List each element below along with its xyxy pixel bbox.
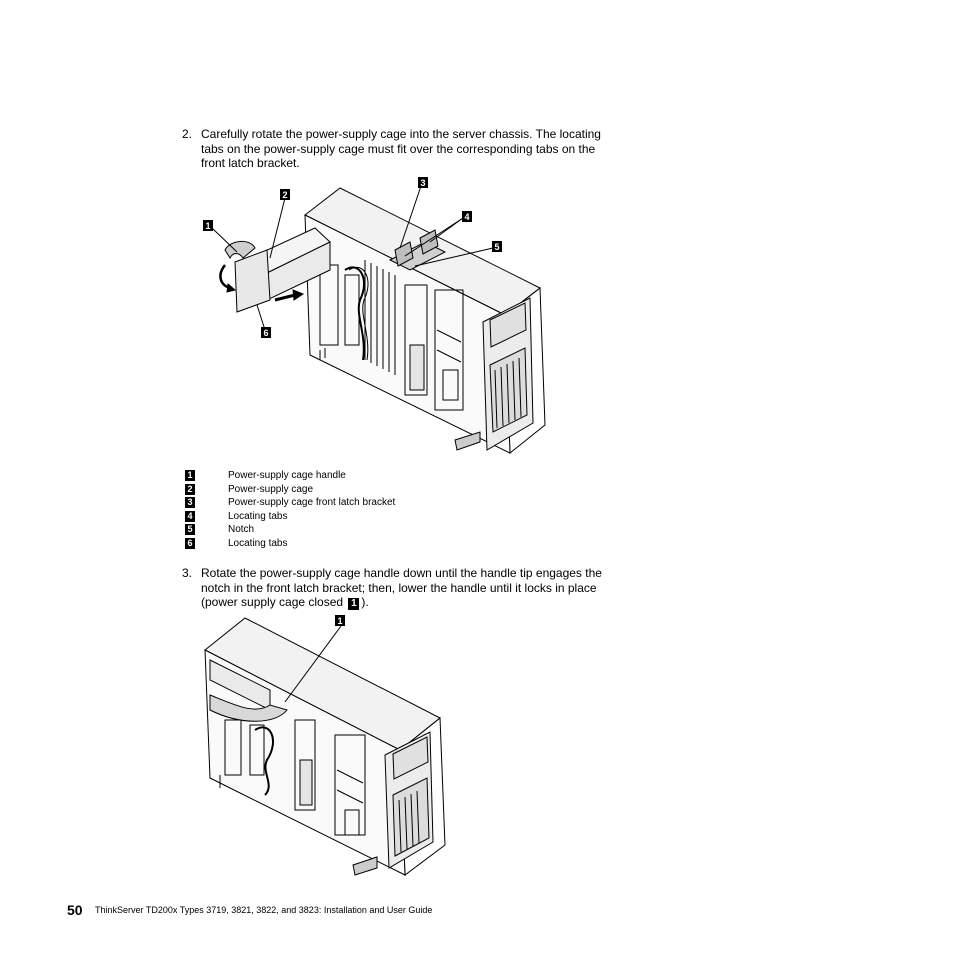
figure-power-supply-cage-closed bbox=[195, 610, 465, 885]
legend-item bbox=[185, 523, 605, 537]
step-text-end: ). bbox=[361, 595, 369, 609]
step-number: 3. bbox=[182, 566, 193, 580]
legend-number: 2 bbox=[185, 484, 195, 495]
legend-label: Power-supply cage front latch bracket bbox=[228, 497, 396, 509]
svg-text:1: 1 bbox=[205, 221, 211, 231]
legend-item bbox=[185, 469, 605, 483]
step-text bbox=[201, 566, 621, 610]
step-number: 2. bbox=[182, 127, 193, 141]
callout-3 bbox=[418, 177, 428, 188]
legend-label: Power-supply cage handle bbox=[228, 470, 346, 481]
legend-number: 1 bbox=[185, 470, 195, 481]
legend-label: Power-supply cage bbox=[228, 483, 314, 495]
svg-text:6: 6 bbox=[263, 328, 269, 338]
callout-4 bbox=[462, 211, 472, 222]
inline-callout: 1 bbox=[348, 598, 359, 610]
callout-6 bbox=[261, 327, 271, 338]
legend-item bbox=[185, 537, 605, 551]
callout-2 bbox=[280, 189, 290, 200]
figure-power-supply-cage-rotate bbox=[195, 170, 565, 460]
figure-legend bbox=[185, 469, 605, 551]
legend-number: 6 bbox=[185, 538, 195, 549]
svg-text:4: 4 bbox=[464, 212, 470, 222]
legend-number: 4 bbox=[185, 511, 195, 522]
legend-item bbox=[185, 510, 605, 524]
legend-label: Locating tabs bbox=[228, 510, 288, 522]
callout-1 bbox=[203, 220, 213, 231]
legend-number: 3 bbox=[185, 497, 195, 508]
svg-text:2: 2 bbox=[282, 190, 288, 200]
figure-1-illustration bbox=[195, 170, 565, 460]
step-text: Carefully rotate the power-supply cage into the server chassis. The locating tabs on the power-supply cage must fit over the corresponding tabs on the front latch bracket. bbox=[201, 127, 601, 170]
legend-label: Notch bbox=[228, 524, 255, 536]
page-number: 50 bbox=[67, 902, 83, 918]
legend-item bbox=[185, 496, 605, 510]
legend-label: Locating tabs bbox=[228, 537, 288, 549]
callout-5 bbox=[492, 241, 502, 252]
svg-text:5: 5 bbox=[494, 242, 500, 252]
legend-item bbox=[185, 483, 605, 497]
step-text-body: Rotate the power-supply cage handle down until the handle tip engages the notch in the front latch bracket; then, lower the handle until it locks in place (power supply cage closed bbox=[201, 566, 602, 609]
document-title: ThinkServer TD200x Types 3719, 3821, 3822, and 3823: Installation and User Guide bbox=[95, 905, 433, 915]
svg-text:1: 1 bbox=[337, 616, 343, 626]
figure-2-illustration bbox=[195, 610, 465, 885]
legend-number: 5 bbox=[185, 524, 195, 535]
svg-text:3: 3 bbox=[420, 178, 426, 188]
callout-1 bbox=[335, 615, 345, 626]
